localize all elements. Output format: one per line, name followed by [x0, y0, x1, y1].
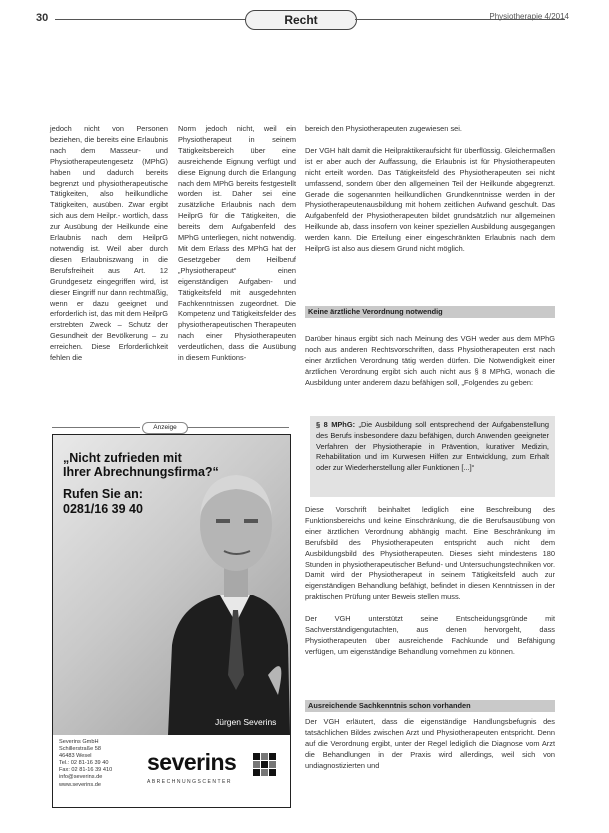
ad-phone[interactable]: 0281/16 39 40: [63, 502, 143, 516]
section-label: Recht: [245, 10, 357, 30]
column-2: [178, 124, 296, 364]
quote-text: „Die Ausbildung soll entsprechend der Aufgabenstellung des Berufs insbesondere dazu befähigen, durch Anwenden geeigneter Verfahren der Physiotherapie in Prävention, kurativer Medizin, Rehabilitation und im Kurwesen Hilfen zur Entwicklung, zum Erhalt oder zur Wiederherstellung aller Funktionen [...]“: [316, 420, 549, 473]
subheading: Keine ärztliche Verordnung notwendig: [305, 306, 555, 318]
page-header: [0, 0, 609, 36]
ad-headline-line: Ihrer Abrechnungsfirma?“: [63, 465, 219, 479]
ad-headline-line: „Nicht zufrieden mit: [63, 451, 182, 465]
ad-call-to-action: [63, 487, 143, 517]
column-1: [50, 124, 168, 364]
column-3-paragraph: Darüber hinaus ergibt sich nach Meinung des VGH weder aus dem MPhG noch aus anderen Rechtsvorschriften, dass Physiotherapeuten erst nach einer ärztlichen Verordnung tätig werden dürfen. Die Notwendigkeit einer ärztlichen Verordnung ergibt sich auch nicht aus § 8 MPhG, wonach die Ausbildung unter anderem dazu befähigen soll, „Folgendes zu geben:: [305, 334, 555, 387]
header-rule-left: [55, 19, 245, 20]
ad-address-line: Severins GmbH: [59, 739, 99, 745]
column-1-text: jedoch nicht von Personen beziehen, die bereits eine Erlaubnis nach dem Masseur- und Physiotherapeutengesetz (MPhG) haben und dadurch bereits begrenzt und physiotherapeutische Tätigkeiten, also heilkundliche Tätigkeiten, ausüben. Zwar ergibt sich aus dem Heilpr.- wortlich, dass zur Ausübung der Heilkunde eine Erlaubnis nach dem HeilprG notwendig ist. Weil aber durch diesen Erlaubniszwang in die Berufsfreiheit aus Art. 12 Grundgesetz eingegriffen wird, ist dieser Eingriff nur dann rechtmäßig, wenn er dazu geeignet und erforderlich ist, das mit dem HeilprG erstrebten Zweck – Schutz der Gesundheit der Bevölkerung – zu erreichen. Diese Erforderlichkeit fehlen die: [50, 124, 168, 363]
ad-tagline: ABRECHNUNGSCENTER: [147, 779, 232, 785]
person-photo: [158, 445, 290, 735]
ad-rule-left: [52, 427, 140, 428]
ad-address-line: Fax: 02 81-16 39 410: [59, 767, 113, 774]
ad-label: Anzeige: [142, 422, 188, 434]
column-3-block: [305, 717, 555, 772]
column-2-text: Norm jedoch nicht, weil ein Physiotherapeut in seinem Tätigkeitsbereich über eine ausreichende Eignung verfügt und diese Eignung durch die Erlangung nach dem MPhG bereits festgestellt worden ist. Daher sei eine zusätzliche Erlaubnis nach dem HeilprG für die Tätigkeiten, die bereits dem Aufgabenfeld des MPhG unterliegen, nicht notwendig. Mit dem Erlass des MPhG hat der Gesetzgeber dem Heilberuf „Physiotherapeut“ einen eigenständigen Aufgaben- und Tätigkeitsfeld mit ausgedehnten Fachkenntnissen zugeordnet. Die Kompetenz und Tätigkeitsfelder des physiotherapeutischen Therapeuten nach einer Physiotherapeuten verdeutlichen, dass die Ausübung in diesem Funktions-: [178, 124, 296, 363]
ad-footer: [53, 735, 290, 807]
ad-address: [59, 739, 112, 789]
ad-address-line[interactable]: www.severins.de: [59, 781, 101, 788]
page-number: 30: [36, 12, 49, 24]
logo-grid-icon: [253, 753, 277, 777]
column-3-block: [305, 505, 555, 658]
column-3-paragraph: Der VGH erläutert, dass die eigenständige Handlungsbefugnis des tatsächlichen Bildes zwischen Arzt und Physiotherapeuten entspricht. Denn auf die Verordnung ergibt, unter der Regel lediglich die Diagnose vom Arzt die Behandlungen in der Praxis wird allerdings, weil sich von undiagnostizierten und: [305, 717, 555, 770]
ad-address-line[interactable]: info@severins.de: [59, 774, 103, 781]
law-quote: [310, 416, 555, 497]
severins-logo[interactable]: severins: [147, 749, 237, 775]
column-3-paragraph: Der VGH unterstützt seine Entscheidungsgründe mit Sachverständigengutachten, aus denen hervorgeht, dass Physiotherapeuten über ausreichende Fachkunde und Befähigung verfügen, um eigenständige Behandlung vornehmen zu können.: [305, 614, 555, 656]
ad-address-line: 46483 Wesel: [59, 753, 92, 760]
column-3-block: [305, 334, 555, 389]
quote-label: § 8 MPhG:: [316, 420, 356, 429]
ad-person-name: Jürgen Severins: [215, 717, 277, 727]
issue-label: Physiotherapie 4/2014: [489, 12, 569, 21]
column-3: [305, 124, 555, 255]
advertisement[interactable]: [52, 434, 291, 808]
ad-headline: [63, 451, 219, 479]
column-3-paragraph: bereich den Physiotherapeuten zugewiesen sei.: [305, 124, 462, 133]
ad-call-label: Rufen Sie an:: [63, 487, 143, 501]
column-3-paragraph: Diese Vorschrift beinhaltet lediglich eine Beschreibung des Funktionsbereichs und keine Einschränkung, die die Berufsausübung von einer ärztlichen Verordnung abhängig macht. Eine Beschränkung im Berufsbild des Physiotherapeuten entspricht auch nicht dem Ausbildungsbild des Physiotherapeuten. Dieses sieht mindestens 180 Stunden in physiotherapeutischer Befund- und Untersuchungstechniken vor. Damit wird der Physiotherapeut in seinem Tätigkeitsfeld auch zur eigenständigen Behandlung befähigt, befindet in diesen Kenntnissen in der praktischen Prüfung unter Beweis stellen muss.: [305, 505, 555, 602]
ad-rule-right: [188, 427, 289, 428]
subheading: Ausreichende Sachkenntnis schon vorhanden: [305, 700, 555, 712]
column-3-paragraph: Der VGH hält damit die Heilpraktikeraufsicht für überflüssig. Gleichermaßen ist er aber auch der Auffassung, die Erlaubnis ist für Physiotherapeuten nicht erteilt worden. Das Tätigkeitsfeld des Physiotherapeuten sei nicht umfassend, sondern über den allgemeinen Teil der Heilkunde abgegrenzt. Gerade die sogenannten heilkundlichen Grundkenntnisse werden in der Physiotherapeutenausbildung mit hohem zeitlichen Aufwand geschult. Das Aufgabenfeld der Physiotherapeuten bildet grundsätzlich nur allgemeinen Heilkunde ab, dass insofern von keiner speziellen Ausbildung ausgegangen werden kann. Die Erteilung einer eingeschränkten Erlaubnis nach dem HeilprG ist also aus diesem Grund nicht möglich.: [305, 145, 555, 254]
ad-address-line: Tel.: 02 81-16 39 40: [59, 760, 109, 767]
ad-address-line: Schillerstraße 58: [59, 746, 101, 753]
